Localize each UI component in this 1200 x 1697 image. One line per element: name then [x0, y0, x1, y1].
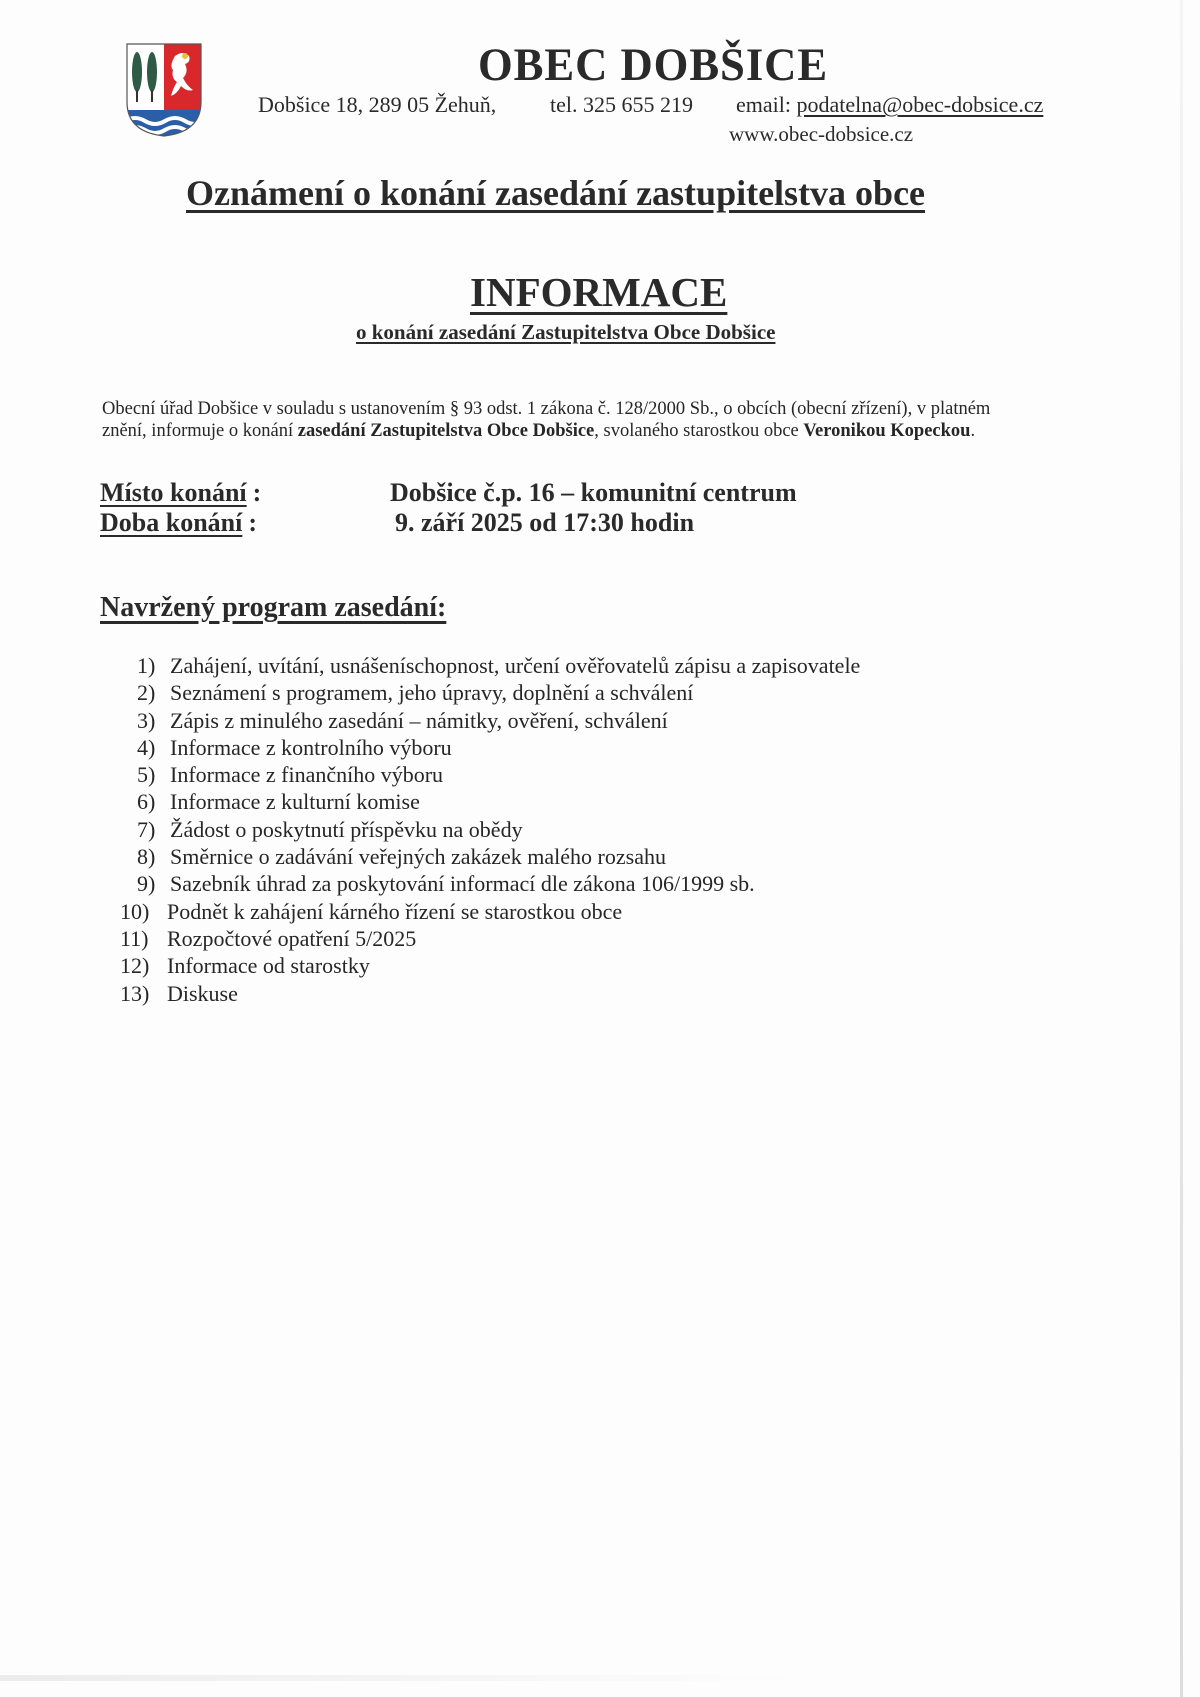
agenda-item	[120, 952, 860, 979]
phone: tel. 325 655 219	[550, 92, 693, 117]
information-subtitle: o konání zasedání Zastupitelstva Obce Dobšice	[356, 320, 776, 344]
agenda-number: 4)	[137, 734, 156, 760]
municipality-title: OBEC DOBŠICE	[478, 39, 829, 91]
agenda-text: Informace z kulturní komise	[170, 789, 420, 815]
email-label: email:	[736, 92, 797, 117]
agenda-item	[120, 925, 860, 952]
agenda-item	[120, 843, 860, 870]
intro-line-2	[102, 420, 1102, 442]
agenda-number: 9)	[137, 871, 156, 897]
agenda-text: Podnět k zahájení kárného řízení se starostkou obce	[167, 898, 623, 924]
agenda-number: 8)	[137, 844, 156, 870]
agenda-item	[120, 788, 860, 815]
agenda-item	[120, 816, 860, 843]
agenda-number: 2)	[137, 680, 156, 706]
agenda-number: 3)	[137, 707, 156, 733]
agenda-title: Navržený program zasedání:	[100, 592, 447, 623]
intro-text: znění, informuje o konání	[102, 421, 298, 441]
agenda-text: Informace z kontrolního výboru	[170, 734, 452, 760]
agenda-number: 1)	[137, 653, 156, 678]
agenda-item	[120, 898, 860, 925]
agenda-item	[120, 734, 860, 761]
agenda-number: 13)	[120, 980, 150, 1006]
agenda-number: 6)	[137, 789, 156, 815]
scan-page-edge	[1180, 0, 1183, 1697]
announcement-title: Oznámení o konání zasedání zastupitelstva obce	[186, 173, 926, 213]
time-label: Doba konání	[100, 508, 243, 537]
agenda-item	[120, 679, 860, 706]
intro-paragraph	[102, 398, 1102, 442]
time-value: 9. září 2025 od 17:30 hodin	[395, 508, 695, 537]
municipal-coat-of-arms-icon	[125, 42, 203, 138]
agenda-text: Žádost o poskytnutí příspěvku na obědy	[170, 816, 523, 842]
agenda-text: Rozpočtové opatření 5/2025	[167, 925, 417, 951]
email-link[interactable]: podatelna@obec-dobsice.cz	[796, 92, 1044, 117]
meeting-place-row	[100, 478, 797, 508]
agenda-number: 11)	[120, 925, 149, 951]
agenda-text: Diskuse	[167, 980, 238, 1006]
intro-line-1: Obecní úřad Dobšice v souladu s ustanovením § 93 odst. 1 zákona č. 128/2000 Sb., o obcích (obecní zřízení), v platném	[102, 399, 991, 419]
agenda-item	[120, 870, 860, 897]
contact-line	[258, 92, 1044, 118]
agenda-text: Seznámení s programem, jeho úpravy, doplnění a schválení	[170, 680, 694, 706]
time-colon: :	[248, 508, 258, 537]
agenda-text: Informace od starostky	[167, 953, 370, 979]
intro-bold-council: zasedání Zastupitelstva Obce Dobšice	[297, 421, 595, 441]
place-label: Místo konání	[100, 478, 247, 507]
website-link[interactable]: www.obec-dobsice.cz	[729, 122, 914, 146]
agenda-number: 7)	[137, 816, 156, 842]
agenda-item	[120, 761, 860, 788]
place-value: Dobšice č.p. 16 – komunitní centrum	[390, 478, 797, 507]
agenda-text: Zahájení, uvítání, usnášeníschopnost, určení ověřovatelů zápisu a zapisovatele	[170, 653, 861, 678]
agenda-text: Zápis z minulého zasedání – námitky, ověření, schválení	[170, 707, 668, 733]
agenda-number: 10)	[120, 898, 150, 924]
agenda-number: 12)	[120, 953, 150, 979]
agenda-number: 5)	[137, 762, 156, 788]
intro-text: , svolaného starostkou obce	[594, 421, 804, 441]
email-block	[736, 92, 1043, 118]
agenda-list	[120, 652, 860, 1007]
agenda-text: Směrnice o zadávání veřejných zakázek malého rozsahu	[170, 844, 666, 870]
agenda-text: Sazebník úhrad za poskytování informací dle zákona 106/1999 sb.	[170, 871, 755, 897]
intro-text: .	[970, 421, 976, 441]
agenda-item	[120, 980, 860, 1007]
agenda-text: Informace z finančního výboru	[170, 762, 444, 788]
agenda-item	[120, 707, 860, 734]
agenda-item	[120, 652, 860, 679]
meeting-time-row	[100, 508, 695, 538]
place-colon: :	[252, 478, 262, 507]
scan-shadow	[0, 1675, 800, 1681]
information-title: INFORMACE	[470, 269, 728, 315]
intro-bold-mayor: Veronikou Kopeckou	[803, 421, 971, 441]
address: Dobšice 18, 289 05 Žehuň,	[258, 92, 497, 117]
